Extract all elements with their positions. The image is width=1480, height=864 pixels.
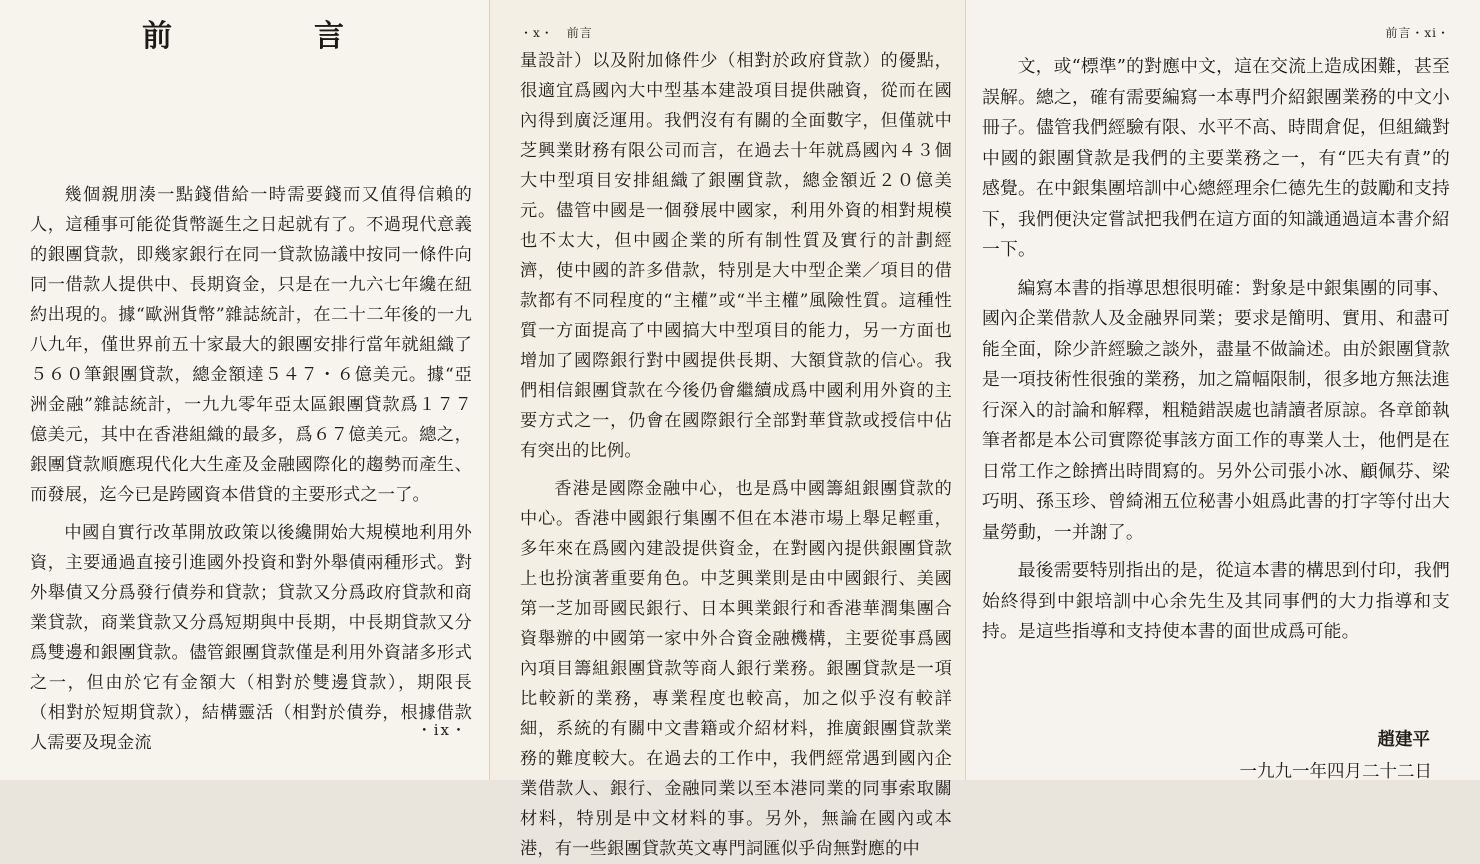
running-head: 前言・xi・ (1385, 26, 1450, 40)
author-signature: 趙建平 (1377, 729, 1430, 750)
running-head: ・x・ 前言 (520, 26, 593, 40)
preface-page-xi (966, 0, 1480, 780)
preface-page-ix (0, 0, 490, 780)
paragraph-2: 中國自實行改革開放政策以後纔開始大規模地利用外資，主要通過直接引進國外投資和對外舉債兩種形式。對外舉債又分爲發行債券和貸款；貸款又分爲政府貸款和商業貸款，商業貸款又分爲短期與中長期，中長期貸款又分爲雙邊和銀團貸款。儘管銀團貸款僅是利用外資諸多形式之一，但由於它有金額大（相對於雙邊貸款），期限長（相對於短期貸款），結構靈活（相對於債券，根據借款人需要及現金流 (30, 523, 472, 753)
paragraph-continued: 文，或“標準”的對應中文，這在交流上造成困難，甚至誤解。總之，確有需要編寫一本專門介紹銀團業務的中文小冊子。儘管我們經驗有限、水平不高、時間倉促，但組織對中國的銀團貸款是我們的主要業務之一，有“匹夫有責”的感覺。在中銀集團培訓中心總經理余仁德先生的鼓勵和支持下，我們便決定嘗試把我們在這方面的知識通過這本書介紹一下。 (982, 56, 1450, 260)
paragraph-continued: 量設計）以及附加條件少（相對於政府貸款）的優點，很適宜爲國內大中型基本建設項目提供融資，從而在國內得到廣泛運用。我們沒有有關的全面數字，但僅就中芝興業財務有限公司而言，在過去十年就爲國內４３個大中型項目安排組織了銀團貸款，總金額近２０億美元。儘管中國是一個發展中國家，利用外資的相對規模也不太大，但中國企業的所有制性質及實行的計劃經濟，使中國的許多借款，特別是大中型企業／項目的借款都有不同程度的“主權”或“半主權”風險性質。這種性質一方面提高了中國搞大中型項目的能力，另一方面也增加了國際銀行對中國提供長期、大額貸款的信心。我們相信銀團貸款在今後仍會繼續成爲中國利用外資的主要方式之一，仍會在國際銀行全部對華貸款或授信中佔有突出的比例。 (520, 51, 952, 461)
page-title: 前 言 (142, 19, 400, 54)
preface-page-x (490, 0, 966, 859)
page-number: ・ix・ (416, 721, 468, 739)
paragraph-closing: 最後需要特別指出的是，從這本書的構思到付印，我們始終得到中銀培訓中心余先生及其同事們的大力指導和支持。是這些指導和支持使本書的面世成爲可能。 (982, 560, 1450, 642)
paragraph-guidelines: 編寫本書的指導思想很明確：對象是中銀集團的同事、國內企業借款人及金融界同業；要求是簡明、實用、和盡可能全面，除少許經驗之談外，盡量不做論述。由於銀團貸款是一項技術性很強的業務，加之篇幅限制，很多地方無法進行深入的討論和解釋，粗糙錯誤處也請讀者原諒。各章節執筆者都是本公司實際從事該方面工作的專業人士，他們是在日常工作之餘擠出時間寫的。另外公司張小冰、顧佩芬、梁巧明、孫玉珍、曾綺湘五位秘書小姐爲此書的打字等付出大量勞動，一并謝了。 (982, 277, 1450, 543)
paragraph-1: 幾個親朋湊一點錢借給一時需要錢而又值得信賴的人，這種事可能從貨幣誕生之日起就有了。不過現代意義的銀團貸款，即幾家銀行在同一貸款協議中按同一條件向同一借款人提供中、長期資金，只是在一九六七年纔在紐約出現的。據“歐洲貨幣”雜誌統計，在二十二年後的一九八九年，僅世界前五十家最大的銀團安排行當年就組織了５６０筆銀團貸款，總金額達５４７・６億美元。據“亞洲金融”雜誌統計，一九九零年亞太區銀團貸款爲１７７億美元，其中在香港組織的最多，爲６７億美元。總之，銀團貸款順應現代化大生產及金融國際化的趨勢而產生、而發展，迄今已是跨國資本借貸的主要形式之一了。 (30, 185, 472, 505)
signature-date: 一九九一年四月二十二日 (1239, 761, 1432, 782)
paragraph-hongkong: 香港是國際金融中心，也是爲中國籌組銀團貸款的中心。香港中國銀行集團不但在本港市場上舉足輕重，多年來在爲國內建設提供資金，在對國內提供銀團貸款上也扮演著重要角色。中芝興業則是由中國銀行、美國第一芝加哥國民銀行、日本興業銀行和香港華潤集團合資舉辦的中國第一家中外合資金融機構，主要從事爲國內項目籌組銀團貸款等商人銀行業務。銀團貸款是一項比較新的業務，專業程度也較高，加之似乎沒有較詳細，系統的有關中文書籍或介紹材料，推廣銀團貸款業務的難度較大。在過去的工作中，我們經常遇到國內企業借款人、銀行、金融同業以至本港同業的同事索取關材料，特別是中文材料的事。另外，無論在國內或本港，有一些銀團貸款英文專門詞匯似乎尙無對應的中 (520, 479, 952, 859)
